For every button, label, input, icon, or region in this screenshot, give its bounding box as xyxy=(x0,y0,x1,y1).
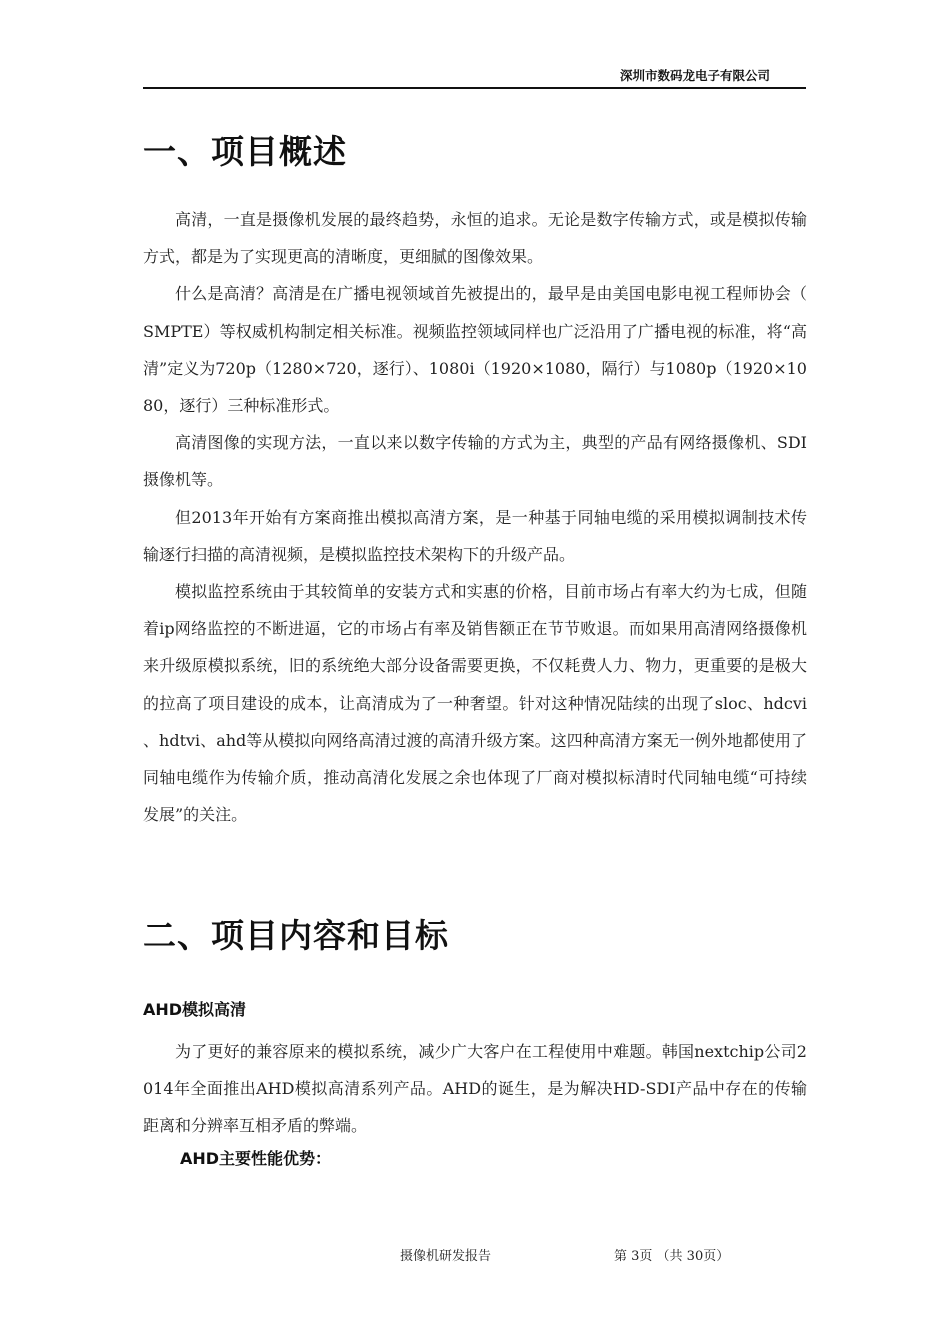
section-ahd-body xyxy=(143,1033,807,1145)
section-title-overview: 一、项目概述 xyxy=(143,132,347,171)
header-company-name: 深圳市数码龙电子有限公司 xyxy=(619,68,770,83)
paragraph: 高清，一直是摄像机发展的最终趋势，永恒的追求。无论是数字传输方式，或是模拟传输方式，都是为了实现更高的清晰度，更细腻的图像效果。 xyxy=(143,210,807,267)
ahd-advantages-heading: AHD主要性能优势： xyxy=(180,1149,332,1168)
footer-page-number: 第 3页 （共 30页） xyxy=(614,1249,730,1264)
header-divider xyxy=(143,87,806,89)
subsection-title-ahd: AHD模拟高清 xyxy=(143,1000,247,1019)
section-overview-body xyxy=(143,201,807,833)
footer-report-title: 摄像机研发报告 xyxy=(400,1249,492,1264)
paragraph: 模拟监控系统由于其较简单的安装方式和实惠的价格，目前市场占有率大约为七成，但随着ip网络监控的不断进逼，它的市场占有率及销售额正在节节败退。而如果用高清网络摄像机来升级原模拟系统，旧的系统绝大部分设备需要更换，不仅耗费人力、物力，更重要的是极大的拉高了项目建设的成本，让高清成为了一种奢望。针对这种情况陆续的出现了sloc、hdcvi、hdtvi、ahd等从模拟向网络高清过渡的高清升级方案。这四种高清方案无一例外地都使用了同轴电缆作为传输介质，推动高清化发展之余也体现了厂商对模拟标清时代同轴电缆“可持续发展”的关注。 xyxy=(143,582,807,825)
paragraph: 但2013年开始有方案商推出模拟高清方案，是一种基于同轴电缆的采用模拟调制技术传输逐行扫描的高清视频，是模拟监控技术架构下的升级产品。 xyxy=(143,507,807,564)
paragraph: 什么是高清？高清是在广播电视领域首先被提出的，最早是由美国电影电视工程师协会（SMPTE）等权威机构制定相关标准。视频监控领域同样也广泛沿用了广播电视的标准，将“高清”定义为720p（1280×720，逐行）、1080i（1920×1080，隔行）与1080p（1920×1080，逐行）三种标准形式。 xyxy=(143,284,807,416)
section-title-content-goals: 二、项目内容和目标 xyxy=(143,916,449,955)
paragraph: 为了更好的兼容原来的模拟系统，减少广大客户在工程使用中难题。韩国nextchip公司2014年全面推出AHD模拟高清系列产品。AHD的诞生，是为解决HD-SDI产品中存在的传输距离和分辨率互相矛盾的弊端。 xyxy=(143,1042,807,1136)
paragraph: 高清图像的实现方法，一直以来以数字传输的方式为主，典型的产品有网络摄像机、SDI摄像机等。 xyxy=(143,433,807,490)
